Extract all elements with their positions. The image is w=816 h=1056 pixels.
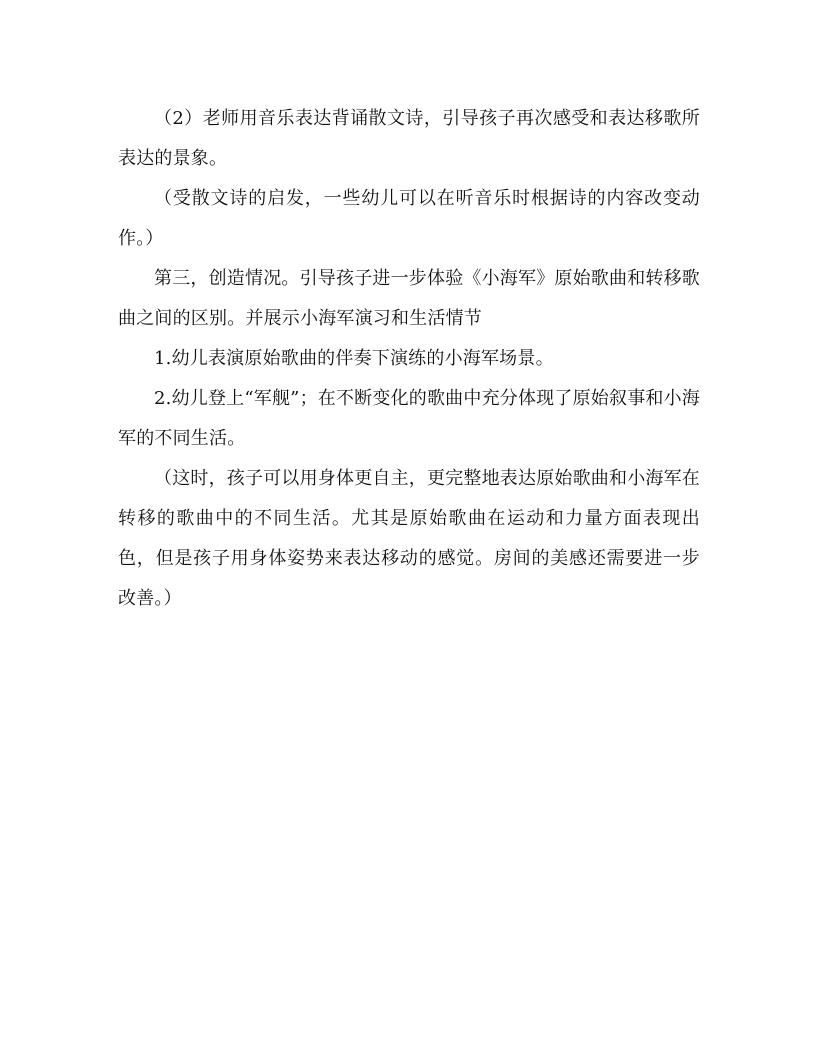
paragraph-children-inspired: （受散文诗的启发，一些幼儿可以在听音乐时根据诗的内容改变动作。） — [118, 188, 700, 249]
document-body — [118, 99, 700, 619]
paragraph-item-1: 1.幼儿表演原始歌曲的伴奏下演练的小海军场景。 — [154, 348, 554, 369]
paragraph-step-three: 第三，创造情况。引导孩子进一步体验《小海军》原始歌曲和转移歌曲之间的区别。并展示小海军演习和生活情节 — [118, 268, 700, 329]
paragraph-item-2: 2.幼儿登上“军舰”；在不断变化的歌曲中充分体现了原始叙事和小海军的不同生活。 — [118, 388, 700, 449]
paragraph-observation-note: （这时，孩子可以用身体更自主，更完整地表达原始歌曲和小海军在转移的歌曲中的不同生活。尤其是原始歌曲在运动和力量方面表现出色，但是孩子用身体姿势来表达移动的感觉。房间的美感还需要进一步改善。） — [118, 468, 700, 609]
paragraph-teacher-recitation: （2）老师用音乐表达背诵散文诗，引导孩子再次感受和表达移歌所表达的景象。 — [118, 108, 700, 169]
